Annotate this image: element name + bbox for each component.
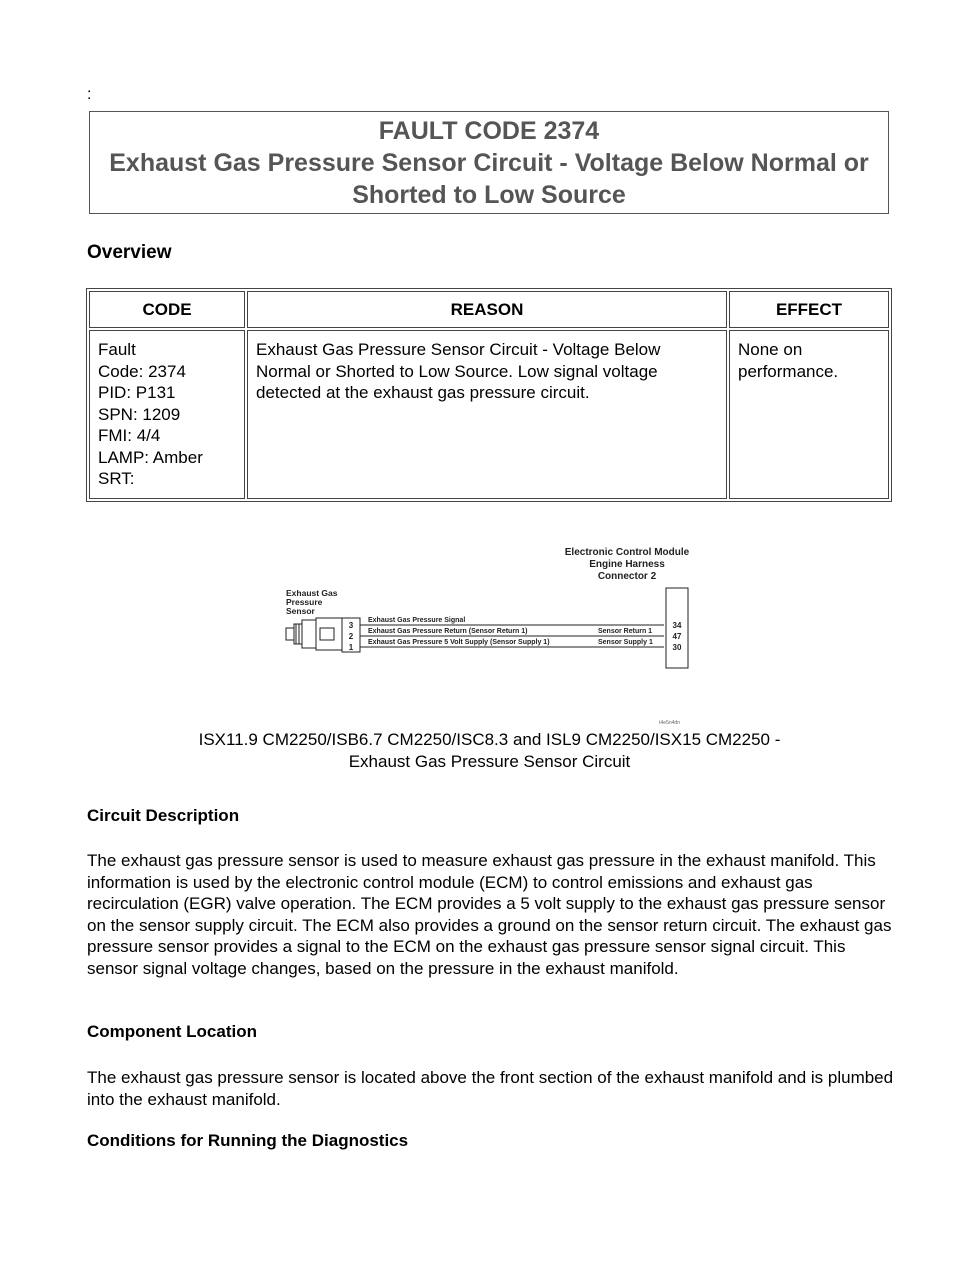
caption-line: Exhaust Gas Pressure Sensor Circuit [348, 751, 631, 771]
sensor-label-line: Exhaust Gas [286, 588, 338, 598]
column-header-code: CODE [89, 291, 245, 328]
table-header-row [89, 291, 889, 328]
fault-title-box [89, 111, 889, 214]
fault-code-title: FAULT CODE 2374 [378, 117, 600, 145]
page-marker: : [87, 86, 92, 103]
circuit-diagram [282, 544, 702, 729]
overview-table [86, 288, 892, 502]
diagram-id: t4e5n4dn [659, 720, 680, 726]
ecm-pin: 34 [672, 621, 682, 630]
code-cell [89, 330, 245, 499]
code-line: SRT: [98, 469, 135, 488]
sensor-label-line: Sensor [286, 606, 315, 616]
wire-label: Exhaust Gas Pressure 5 Volt Supply (Sensor Supply 1) [368, 639, 550, 646]
code-line: Code: 2374 [98, 361, 186, 381]
effect-cell: None on performance. [729, 330, 889, 499]
column-header-effect: EFFECT [729, 291, 889, 328]
caption-line: ISX11.9 CM2250/ISB6.7 CM2250/ISC8.3 and ISL9 CM2250/ISX15 CM2250 - [198, 730, 781, 749]
ecm-label-line: Engine Harness [589, 559, 665, 570]
sensor-pin: 2 [348, 632, 354, 641]
sensor-pin: 1 [348, 643, 354, 652]
ecm-label-line: Electronic Control Module [564, 547, 690, 558]
code-line: Fault [98, 340, 136, 359]
overview-heading: Overview [87, 242, 172, 263]
column-header-reason: REASON [247, 291, 727, 328]
conditions-heading: Conditions for Running the Diagnostics [87, 1131, 409, 1150]
ecm-label-line: Connector 2 [597, 571, 657, 582]
code-line: PID: P131 [98, 383, 176, 402]
wire-label: Exhaust Gas Pressure Return (Sensor Return 1) [368, 628, 528, 635]
pressure-sensor-icon [286, 618, 342, 650]
sensor-pin: 3 [348, 621, 354, 630]
circuit-description-heading: Circuit Description [87, 806, 240, 825]
reason-cell: Exhaust Gas Pressure Sensor Circuit - Voltage Below Normal or Shorted to Low Source. Low signal voltage detected at the exhaust gas pressure circuit. [247, 330, 727, 499]
sensor-label-line: Pressure [286, 597, 323, 607]
code-line: FMI: 4/4 [98, 426, 161, 445]
fault-description-title: Exhaust Gas Pressure Sensor Circuit - Voltage Below Normal or Shorted to Low Source [109, 149, 869, 209]
diagram-caption [87, 729, 892, 772]
component-location-heading: Component Location [87, 1022, 257, 1041]
component-location-text: The exhaust gas pressure sensor is located above the front section of the exhaust manifold and is plumbed into the exhaust manifold. [87, 1068, 894, 1109]
circuit-description-text: The exhaust gas pressure sensor is used to measure exhaust gas pressure in the exhaust manifold. This information is used by the electronic control module (ECM) to control emissions and exhaust gas recirculation (EGR) valve operation. The ECM provides a 5 volt supply to the exhaust gas pressure sensor on the sensor supply circuit. The ECM also provides a ground on the sensor return circuit. The exhaust gas pressure sensor provides a signal to the ECM on the exhaust gas pressure sensor signal circuit. This sensor signal voltage changes, based on the pressure in the exhaust manifold. [87, 851, 892, 978]
ecm-wire-label: Sensor Return 1 [598, 628, 653, 635]
ecm-pin: 30 [672, 643, 682, 652]
code-line: SPN: 1209 [98, 404, 181, 424]
code-line: LAMP: Amber [98, 447, 203, 467]
ecm-wire-label: Sensor Supply 1 [598, 639, 653, 646]
table-row [89, 330, 889, 499]
ecm-pin: 47 [672, 632, 682, 641]
wire-label: Exhaust Gas Pressure Signal [368, 617, 466, 624]
